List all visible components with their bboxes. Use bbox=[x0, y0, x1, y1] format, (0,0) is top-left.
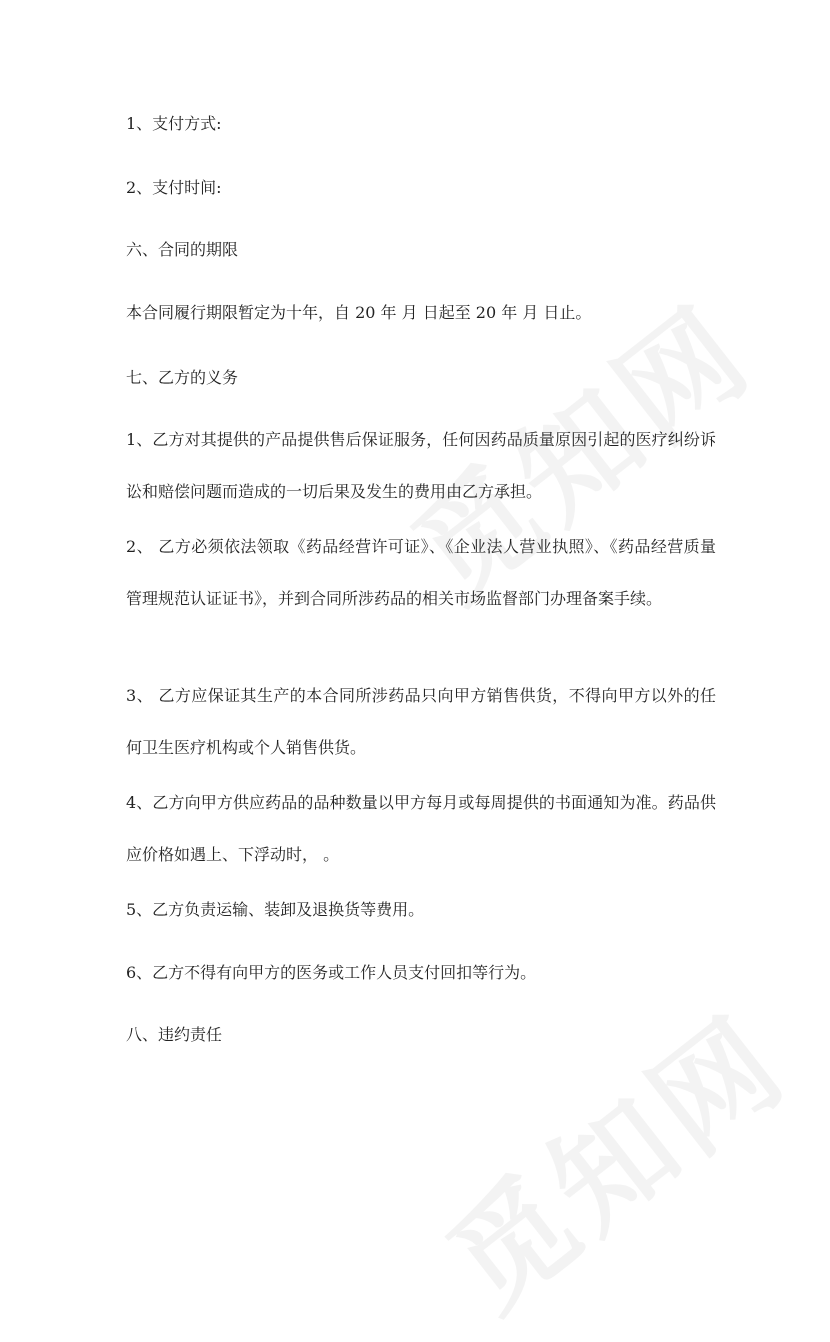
duty-5-line: 5、乙方负责运输、装卸及退换货等费用。 bbox=[126, 900, 425, 919]
section-7-heading: 七、乙方的义务 bbox=[126, 368, 239, 387]
payment-method-line: 1、支付方式: bbox=[126, 114, 222, 133]
duty-3-paragraph: 3、 乙方应保证其生产的本合同所涉药品只向甲方销售供货，不得向甲方以外的任何卫生医疗机构或个人销售供货。 bbox=[126, 686, 716, 757]
duty-1-paragraph: 1、乙方对其提供的产品提供售后保证服务，任何因药品质量原因引起的医疗纠纷诉讼和赔偿问题而造成的一切后果及发生的费用由乙方承担。 bbox=[126, 430, 716, 501]
contract-term-line: 本合同履行期限暂定为十年，自 20 年 月 日起至 20 年 月 日止。 bbox=[126, 303, 592, 322]
duty-4-paragraph: 4、乙方向甲方供应药品的品种数量以甲方每月或每周提供的书面通知为准。药品供应价格如遇上、下浮动时， 。 bbox=[126, 793, 716, 864]
section-6-heading: 六、合同的期限 bbox=[126, 240, 239, 259]
duty-6-line: 6、乙方不得有向甲方的医务或工作人员支付回扣等行为。 bbox=[126, 963, 537, 982]
section-8-heading: 八、违约责任 bbox=[126, 1025, 223, 1044]
payment-time-line: 2、支付时间: bbox=[126, 178, 222, 197]
duty-2-paragraph: 2、 乙方必须依法领取《药品经营许可证》、《企业法人营业执照》、《药品经营质量管理规范认证证书》，并到合同所涉药品的相关市场监督部门办理备案手续。 bbox=[126, 537, 716, 608]
